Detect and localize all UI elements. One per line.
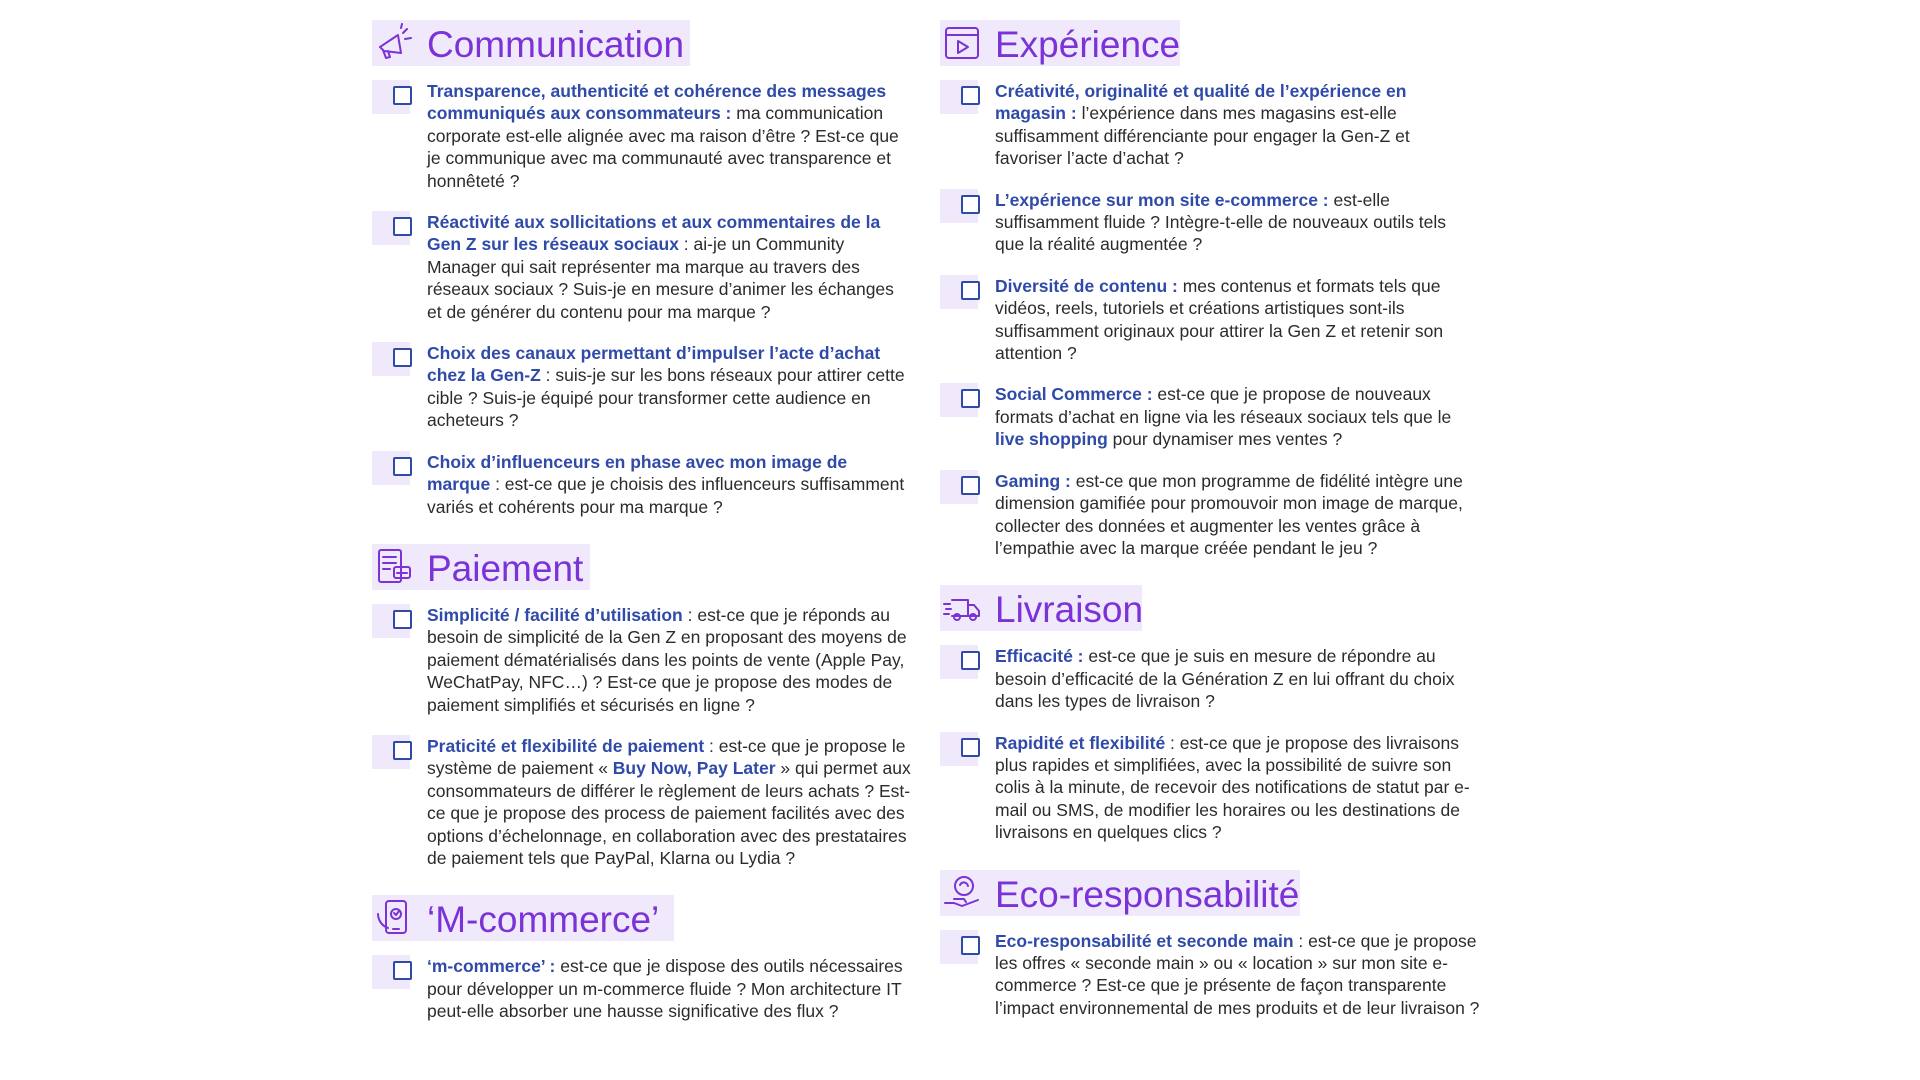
section-experience <box>940 20 1480 559</box>
checkbox[interactable] <box>961 389 980 408</box>
item-body: est-ce que mon programme de fidélité intègre une dimension gamifiée pour promouvoir mon image de marque, collecter des données et augmenter les ventes grâce à l’empathie avec la marque créée pendant le jeu ? <box>995 470 1463 558</box>
item-text <box>427 955 912 1022</box>
checkbox[interactable] <box>961 281 980 300</box>
section-title: Livraison <box>995 589 1144 631</box>
item-text <box>995 275 1480 365</box>
section-title: Paiement <box>427 547 584 589</box>
item-highlight: Buy Now, Pay Later <box>612 758 776 779</box>
item-label: ‘m-commerce’ : <box>427 956 556 977</box>
item-text <box>427 211 912 323</box>
item-highlight: live shopping <box>995 429 1108 450</box>
mobile-shopping-icon <box>372 895 416 941</box>
delivery-truck-icon <box>940 585 984 631</box>
item-body: est-elle suffisamment fluide ? Intègre-t-elle de nouveaux outils tels que la réalité augmentée ? <box>995 189 1447 255</box>
checkbox[interactable] <box>393 457 412 476</box>
item-body: : est-ce que je propose des livraisons plus rapides et simplifiées, avec la possibilité de suivre son colis à la minute, de recevoir des notifications de statut par e-mail ou SMS, de modifier les horaires ou les destinations de livraisons en quelques clics ? <box>995 732 1470 843</box>
section-communication <box>372 20 912 518</box>
checklist-item <box>372 735 912 869</box>
checklist-item <box>940 645 1480 712</box>
item-text <box>427 735 912 869</box>
checklist-item <box>940 930 1480 1020</box>
item-text <box>995 383 1480 450</box>
section-header <box>940 20 1480 72</box>
item-body: est-ce que je propose de nouveaux formats d’achat en ligne via les réseaux sociaux tels que le <box>995 384 1452 427</box>
section-header <box>372 895 912 947</box>
item-text <box>995 80 1480 170</box>
item-label: Choix des canaux permettant d’impulser l’acte d’achat chez la Gen-Z <box>427 343 881 386</box>
item-body: : est-ce que je propose le système de paiement « <box>427 735 906 779</box>
checklist-item <box>372 342 912 432</box>
checkbox[interactable] <box>393 610 412 629</box>
item-body: est-ce que je suis en mesure de répondre au besoin d’efficacité de la Génération Z en lui offrant du choix dans les types de livraison ? <box>995 646 1455 712</box>
item-text <box>995 732 1480 844</box>
item-text <box>995 930 1480 1020</box>
item-label: Réactivité aux sollicitations et aux commentaires de la Gen Z sur les réseaux sociaux <box>427 212 881 255</box>
item-label: Praticité et flexibilité de paiement <box>427 735 705 756</box>
checklist-item <box>372 451 912 518</box>
item-body: est-ce que je dispose des outils nécessaires pour développer un m-commerce fluide ? Mon architecture IT peut-elle absorber une hausse significative des flux ? <box>427 956 903 1022</box>
left-column <box>372 20 912 1049</box>
item-body: l’expérience dans mes magasins est-elle suffisamment différenciante pour engager la Gen-Z et favoriser l’acte d’achat ? <box>995 103 1410 169</box>
section-mcommerce <box>372 895 912 1022</box>
section-title: ‘M-commerce’ <box>427 899 660 941</box>
section-paiement <box>372 544 912 869</box>
section-title: Eco-responsabilité <box>995 873 1300 915</box>
section-header <box>940 870 1480 922</box>
item-label: Transparence, authenticité et cohérence des messages communiqués aux consommateurs : <box>427 81 887 124</box>
section-title: Communication <box>427 24 685 65</box>
item-label: Efficacité : <box>995 646 1084 667</box>
checkbox[interactable] <box>393 348 412 367</box>
item-label: Social Commerce : <box>995 384 1153 405</box>
section-title: Expérience <box>995 24 1181 65</box>
item-text <box>427 80 912 192</box>
checkbox[interactable] <box>961 476 980 495</box>
checkbox[interactable] <box>393 961 412 980</box>
checkbox[interactable] <box>961 936 980 955</box>
item-body: : est-ce que je réponds au besoin de simplicité de la Gen Z en proposant des moyens de paiement dématérialisés dans les points de vente (Apple Pay, WeChatPay, NFC…) ? Est-ce que je propose des modes de paiement simplifiés et sécurisés en ligne ? <box>427 604 907 715</box>
item-text <box>995 645 1480 712</box>
video-play-icon <box>940 20 984 66</box>
item-text <box>427 451 912 518</box>
section-header <box>940 585 1480 637</box>
item-label: Rapidité et flexibilité <box>995 732 1166 753</box>
item-body: : est-ce que je propose les offres « seconde main » ou « location » sur mon site e-commerce ? Est-ce que je présente de façon transparente l’impact environnemental de mes produits et de leur livraison ? <box>995 930 1480 1018</box>
checkbox[interactable] <box>961 738 980 757</box>
checklist-item <box>372 955 912 1022</box>
item-text <box>427 342 912 432</box>
checkbox[interactable] <box>961 195 980 214</box>
checklist-item <box>372 211 912 323</box>
section-eco <box>940 870 1480 1020</box>
item-body: : est-ce que je choisis des influenceurs suffisamment variés et cohérents pour ma marque ? <box>427 474 905 517</box>
item-body: : ai-je un Community Manager qui sait représenter ma marque au travers des réseaux sociaux ? Suis-je en mesure d’animer les échanges et de générer du contenu pour ma marque ? <box>427 234 894 322</box>
checkbox[interactable] <box>393 741 412 760</box>
checkbox[interactable] <box>393 217 412 236</box>
right-column <box>940 20 1480 1045</box>
item-label: Eco-responsabilité et seconde main <box>995 930 1294 951</box>
checkbox[interactable] <box>961 86 980 105</box>
checklist-item <box>940 383 1480 450</box>
item-label: L’expérience sur mon site e-commerce : <box>995 189 1329 210</box>
item-label: Diversité de contenu : <box>995 275 1178 296</box>
checklist-item <box>940 189 1480 256</box>
checklist-item <box>372 80 912 192</box>
checklist-item <box>940 732 1480 844</box>
megaphone-icon <box>372 20 416 66</box>
item-body: : suis-je sur les bons réseaux pour attirer cette cible ? Suis-je équipé pour transformer cette audience en acheteurs ? <box>427 365 905 431</box>
section-header <box>372 20 912 72</box>
item-body: » qui permet aux consommateurs de différer le règlement de leurs achats ? Est-ce que je propose des process de paiement facilités avec des options d’échelonnage, en collaboration avec des prestataires de paiement tels que PayPal, Klarna ou Lydia ? <box>427 758 911 868</box>
eco-hand-icon <box>940 870 984 916</box>
checklist-item <box>940 275 1480 365</box>
item-label: Créativité, originalité et qualité de l’expérience en magasin : <box>995 81 1407 124</box>
checklist-item <box>372 604 912 716</box>
checkbox[interactable] <box>393 86 412 105</box>
item-text <box>427 604 912 716</box>
item-text <box>995 189 1480 256</box>
item-text <box>995 470 1480 560</box>
item-label: Simplicité / facilité d’utilisation <box>427 604 683 625</box>
section-livraison <box>940 585 1480 843</box>
item-body: mes contenus et formats tels que vidéos, reels, tutoriels et créations artistiques sont-ils suffisamment originaux pour attirer la Gen Z et retenir son attention ? <box>995 275 1444 364</box>
item-body: ma communication corporate est-elle alignée avec ma raison d’être ? Est-ce que je communique avec ma communauté avec transparence et honnêteté ? <box>427 103 899 191</box>
item-label: Choix d’influenceurs en phase avec mon image de marque <box>427 451 848 495</box>
item-body: pour dynamiser mes ventes ? <box>1107 429 1343 450</box>
checklist-item <box>940 470 1480 560</box>
section-header <box>372 544 912 596</box>
pay-receipt-icon <box>372 544 416 590</box>
checklist-item <box>940 80 1480 170</box>
checkbox[interactable] <box>961 651 980 670</box>
item-label: Gaming : <box>995 470 1071 491</box>
